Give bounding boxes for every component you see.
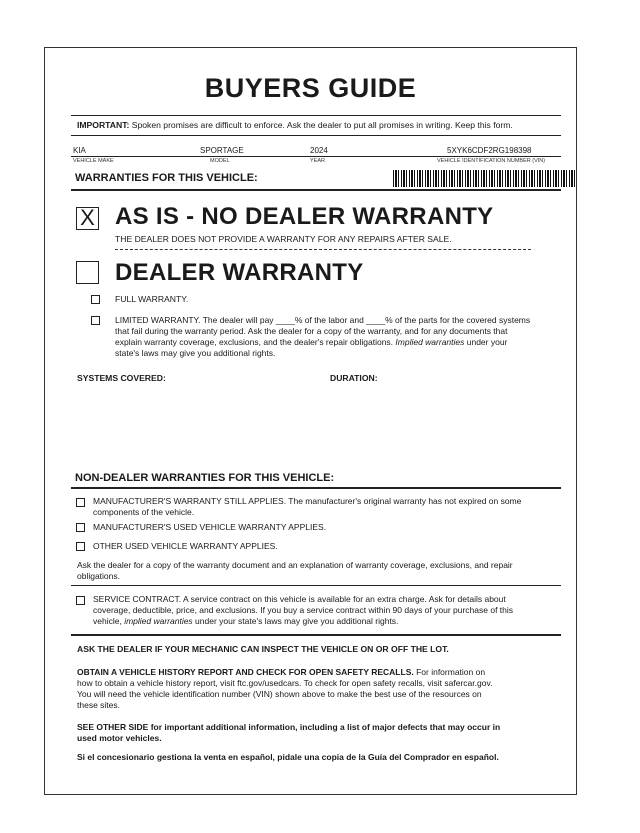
implied-warranties-text: implied warranties	[124, 616, 193, 626]
other-side-heading: SEE OTHER SIDE	[77, 722, 149, 732]
history-line: these sites.	[77, 700, 120, 710]
limited-warranty-text	[115, 315, 575, 359]
as-is-subtext: THE DEALER DOES NOT PROVIDE A WARRANTY FOR ANY REPAIRS AFTER SALE.	[115, 234, 452, 244]
other-used-warranty-checkbox[interactable]	[76, 542, 85, 551]
manufacturer-warranty-text	[93, 496, 573, 518]
important-label: IMPORTANT:	[77, 120, 130, 130]
spanish-notice: Si el concesionario gestiona la venta en español, pidale una copia de la Guía del Comprador en español.	[77, 752, 499, 762]
history-line	[77, 667, 567, 678]
buyers-guide-form	[44, 47, 577, 795]
limited-warranty-line: that fail during the warranty period. Ask the dealer for a copy of the warranty, and for any documents that	[115, 326, 508, 336]
systems-covered-label: SYSTEMS COVERED:	[77, 373, 166, 383]
text-span: explain warranty coverage, exclusions, and the dealer's repair obligations.	[115, 337, 396, 347]
text-span: vehicle,	[93, 616, 125, 626]
note-line: Ask the dealer for a copy of the warranty document and an explanation of warranty coverage, exclusions, and repair	[77, 560, 513, 570]
history-line: You will need the vehicle identification number (VIN) shown above to make the best use of the resources on	[77, 689, 482, 699]
text-span: for important additional information, including a list of major defects that may occur in	[148, 722, 501, 732]
dashed-divider	[115, 249, 531, 250]
duration-label: DURATION:	[330, 373, 378, 383]
service-contract-text	[93, 594, 573, 627]
other-side-line	[77, 722, 567, 733]
history-line: how to obtain a vehicle history report, visit ftc.gov/usedcars. To check for open safety recalls, visit safercar.gov.	[77, 678, 493, 688]
implied-warranties-text: Implied warranties	[395, 337, 465, 347]
text-span: under your	[464, 337, 508, 347]
page-title: BUYERS GUIDE	[204, 73, 417, 103]
divider	[71, 135, 561, 136]
vin-barcode	[393, 170, 575, 187]
as-is-heading: AS IS - NO DEALER WARRANTY	[115, 203, 494, 230]
vehicle-model-label: MODEL	[210, 158, 230, 164]
divider	[71, 156, 561, 157]
divider	[71, 634, 561, 636]
service-contract-checkbox[interactable]	[76, 596, 85, 605]
service-contract-line: coverage, deductible, price, and exclusions. If you buy a service contract within 90 days of your purchase of this	[93, 605, 514, 615]
service-contract-line	[93, 616, 573, 627]
important-notice	[77, 120, 513, 131]
dealer-warranty-checkbox[interactable]	[76, 261, 99, 284]
vehicle-make-label: VEHICLE MAKE	[73, 158, 114, 164]
limited-warranty-line: LIMITED WARRANTY. The dealer will pay ____% of the labor and ____% of the parts for the covered systems	[115, 315, 531, 325]
manufacturer-used-warranty-label: MANUFACTURER'S USED VEHICLE WARRANTY APPLIES.	[93, 522, 327, 532]
non-dealer-heading: NON-DEALER WARRANTIES FOR THIS VEHICLE:	[75, 472, 335, 484]
as-is-checkbox[interactable]: X	[76, 207, 99, 230]
other-side-notice	[77, 722, 567, 744]
manufacturer-warranty-checkbox[interactable]	[76, 498, 85, 507]
full-warranty-label: FULL WARRANTY.	[115, 294, 189, 304]
dealer-warranty-heading: DEALER WARRANTY	[115, 259, 364, 286]
vehicle-vin-label: VEHICLE IDENTIFICATION NUMBER (VIN)	[437, 158, 546, 164]
important-text: Spoken promises are difficult to enforce. Ask the dealer to put all promises in writing. Keep this form.	[131, 120, 513, 130]
text-span: For information on	[413, 667, 486, 677]
service-contract-line: SERVICE CONTRACT. A service contract on this vehicle is available for an extra charge. Ask for details about	[93, 594, 506, 604]
vehicle-model: SPORTAGE	[200, 146, 244, 155]
divider	[71, 585, 561, 586]
limited-warranty-line	[115, 337, 575, 348]
other-used-warranty-label: OTHER USED VEHICLE WARRANTY APPLIES.	[93, 541, 278, 551]
full-warranty-checkbox[interactable]	[91, 295, 100, 304]
warranties-heading: WARRANTIES FOR THIS VEHICLE:	[75, 172, 258, 184]
vehicle-year: 2024	[310, 146, 328, 155]
manufacturer-warranty-line: components of the vehicle.	[93, 507, 195, 517]
text-span: under your state's laws may give you additional rights.	[192, 616, 399, 626]
divider	[71, 487, 561, 489]
vehicle-make: KIA	[73, 146, 86, 155]
divider	[71, 189, 561, 191]
history-report-section	[77, 667, 567, 711]
inspect-notice: ASK THE DEALER IF YOUR MECHANIC CAN INSPECT THE VEHICLE ON OR OFF THE LOT.	[77, 644, 449, 654]
history-heading: OBTAIN A VEHICLE HISTORY REPORT AND CHECK FOR OPEN SAFETY RECALLS.	[77, 667, 414, 677]
limited-warranty-line: state's laws may give you additional rights.	[115, 348, 276, 358]
other-side-line: used motor vehicles.	[77, 733, 162, 743]
manufacturer-warranty-line: MANUFACTURER'S WARRANTY STILL APPLIES. The manufacturer's original warranty has not expired on some	[93, 496, 522, 506]
vehicle-year-label: YEAR	[310, 158, 325, 164]
divider	[71, 115, 561, 116]
limited-warranty-checkbox[interactable]	[91, 316, 100, 325]
note-line: obligations.	[77, 571, 121, 581]
vehicle-vin: 5XYK6CDF2RG198398	[447, 146, 532, 155]
non-dealer-note	[77, 560, 567, 582]
manufacturer-used-warranty-checkbox[interactable]	[76, 523, 85, 532]
